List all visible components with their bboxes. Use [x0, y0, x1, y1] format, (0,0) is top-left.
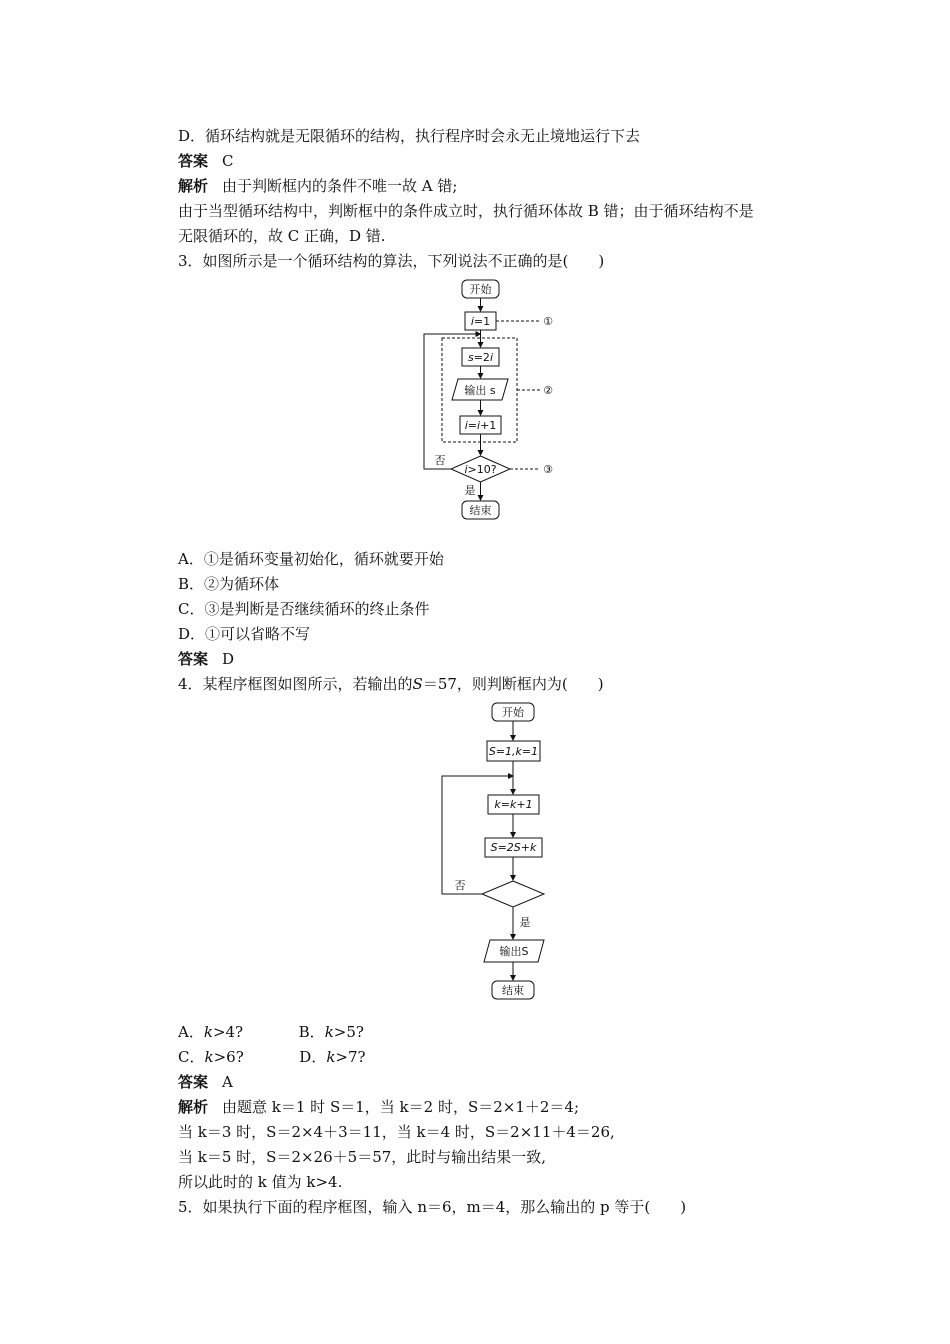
fc1-assign-label: s=2i	[467, 351, 494, 364]
fc1-output-label: 输出 s	[464, 384, 496, 397]
q2-option-d: D．循环结构就是无限循环的结构，执行程序时会永无止境地运行下去	[178, 127, 641, 145]
fc1-end-label: 结束	[469, 504, 492, 517]
fc2-step2-label: S=2S+k	[490, 841, 537, 854]
q3-stem: 3．如图所示是一个循环结构的算法，下列说法不正确的是( )	[178, 252, 605, 270]
q3-answer-line	[178, 649, 234, 669]
q4-analysis-line-1	[178, 1097, 579, 1117]
q4-analysis-text-1: 由题意 k＝1 时 S＝1，当 k＝2 时，S＝2×1＋2＝4;	[222, 1098, 580, 1116]
fc1-mark-2: ②	[543, 384, 553, 397]
fc1-yes-label: 是	[464, 484, 476, 497]
flowchart-2	[430, 700, 560, 1005]
answer-label: 答案	[178, 152, 209, 170]
q3-option-c: C．③是判断是否继续循环的终止条件	[178, 600, 430, 618]
fc1-start-label: 开始	[469, 283, 492, 296]
fc2-output-label: 输出S	[499, 945, 529, 958]
q3-answer: D	[222, 650, 235, 668]
fc1-mark-1: ①	[543, 315, 553, 328]
q4-option-b: B．k>5?	[298, 1023, 364, 1041]
fc2-decision	[482, 881, 544, 907]
q4-analysis-line-4: 所以此时的 k 值为 k>4.	[178, 1173, 343, 1191]
q4-answer-line	[178, 1072, 233, 1092]
q5-stem: 5．如果执行下面的程序框图，输入 n＝6，m＝4，那么输出的 p 等于( )	[178, 1198, 687, 1216]
fc2-start-label: 开始	[502, 706, 524, 719]
q4-options-row-1	[178, 1022, 364, 1042]
q2-analysis-line-2: 由于当型循环结构中，判断框中的条件成立时，执行循环体故 B 错；由于循环结构不是	[178, 202, 754, 220]
q4-analysis-line-2: 当 k＝3 时，S＝2×4＋3＝11，当 k＝4 时，S＝2×11＋4＝26,	[178, 1123, 615, 1141]
q4-stem: 4．某程序框图如图所示，若输出的S＝57，则判断框内为( )	[178, 675, 604, 693]
fc1-init-label: i=1	[470, 315, 491, 328]
q3-option-b: B．②为循环体	[178, 575, 280, 593]
q4-option-c: C．k>6?	[178, 1048, 244, 1066]
fc2-init-label: S=1,k=1	[488, 745, 539, 758]
flowchart-1	[410, 276, 570, 526]
q4-answer: A	[222, 1073, 233, 1091]
q4-options-row-2	[178, 1047, 366, 1067]
fc2-no-label: 否	[454, 879, 466, 892]
q2-analysis-text-1: 由于判断框内的条件不唯一故 A 错;	[222, 177, 458, 195]
q2-answer: C	[222, 152, 234, 170]
analysis-label: 解析	[178, 177, 209, 195]
fc1-no-label: 否	[434, 454, 446, 467]
q4-analysis-line-3: 当 k＝5 时，S＝2×26＋5＝57，此时与输出结果一致,	[178, 1148, 547, 1166]
fc2-end-label: 结束	[502, 984, 524, 997]
fc2-step1-label: k=k+1	[494, 798, 533, 811]
q2-answer-line	[178, 151, 234, 171]
answer-label: 答案	[178, 1073, 209, 1091]
fc1-decision-label: i>10?	[464, 463, 497, 476]
q2-analysis-line-3: 无限循环的，故 C 正确，D 错.	[178, 227, 386, 245]
q2-analysis-line-1	[178, 176, 457, 196]
q4-option-d: D．k>7?	[299, 1048, 366, 1066]
fc2-yes-label: 是	[519, 916, 531, 929]
fc1-mark-3: ③	[543, 463, 553, 476]
answer-label: 答案	[178, 650, 209, 668]
analysis-label: 解析	[178, 1098, 209, 1116]
q3-option-d: D．①可以省略不写	[178, 625, 311, 643]
q4-option-a: A．k>4?	[178, 1023, 244, 1041]
fc1-increment-label: i=i+1	[464, 419, 497, 432]
q3-option-a: A．①是循环变量初始化，循环就要开始	[178, 550, 444, 568]
